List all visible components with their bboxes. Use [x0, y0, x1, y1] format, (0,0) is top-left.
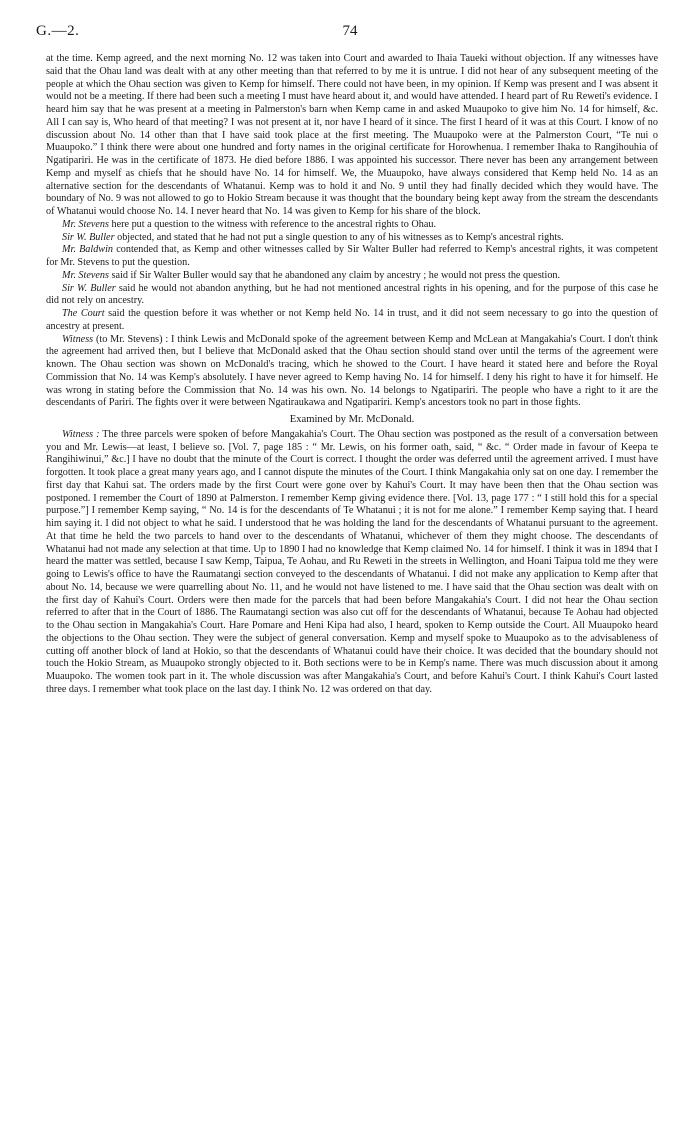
document-reference: G.—2. [36, 23, 80, 39]
page-number: 74 [342, 23, 358, 39]
paragraph-text: contended that, as Kemp and other witnesses called by Sir Walter Buller had referred to Kemp's ancestral rights, it was competent for Mr. Stevens to put the question. [46, 244, 658, 268]
paragraph [46, 334, 658, 411]
paragraph-text: said the question before it was whether or not Kemp held No. 14 in trust, and it did not seem necessary to go into the question of ancestry at present. [46, 308, 658, 332]
paragraph-text: (to Mr. Stevens) : I think Lewis and McDonald spoke of the agreement between Kemp and McLean at Mangakahia's Court. I don't think the agreement had arrived then, but I believe that McDonald asked that the Ohau section should stand over until the terms of the agreement were known. The Ohau section was shown on McDonald's tracing, which he showed to the Court. I have heard it stated here and before the Royal Commission that No. 14 was Kemp's absolutely. I have never agreed to Kemp having No. 14 for himself. I deny his right to have it for himself. He was wrong in stating before the Commission that No. 14 was his own. No. 14 belongs to Ngatipariri. The people who have a right to it are the descendants of Pariri. The fights over it were between Ngatiraukawa and Ngatipariri. Kemp's ancestors took no part in those fights. [46, 333, 658, 409]
speaker-name: Mr. Baldwin [62, 244, 114, 256]
paragraph [46, 53, 658, 219]
speaker-name: Sir W. Buller [62, 231, 115, 243]
paragraph [46, 429, 658, 697]
document-body [46, 53, 658, 697]
paragraph-text: said if Sir Walter Buller would say that he abandoned any claim by ancestry ; he would not press the question. [108, 269, 561, 281]
speaker-name: Witness : [62, 428, 100, 440]
speaker-name: Sir W. Buller [62, 282, 116, 294]
paragraph [46, 232, 658, 245]
speaker-name: Mr. Stevens [62, 269, 109, 281]
paragraph-text: objected, and stated that he had not put a single question to any of his witnesses as to Kemp's ancestral rights. [114, 231, 564, 243]
paragraph [46, 270, 658, 283]
paragraph [46, 219, 658, 232]
speaker-name: Witness [62, 333, 94, 345]
paragraph-text: said he would not abandon anything, but he had not mentioned ancestral rights in his opening, and for the purpose of this case he did not rely on ancestry. [46, 282, 659, 307]
paragraph [46, 283, 658, 309]
paragraph [46, 244, 658, 270]
speaker-name: The Court [62, 308, 105, 319]
paragraph-text: at the time. Kemp agreed, and the next morning No. 12 was taken into Court and awarded to Ihaia Taueki without objection. If any witnesses have said that the Ohau land was dealt with at any other meeting than that referred to by me it is untrue. I did not hear of any subsequent meeting of the people at which the Ohau section was given to Kemp for himself. There could not have been, in my opinion. If Kemp was present and I was absent it would not be a meeting. If there had been such a meeting I must have heard about it, and would have attended. I heard part of Ru Reweti's evidence. I heard him say that he was present at a meeting in Palmerston's barn when Kemp came in and asked Muaupoko to give him No. 14 for himself, &c. All I can say is, Who heard of that meeting? I was not present at it, nor have I heard of it since. The first I heard of it was at this Court. I know of no discussion about No. 14 other than that I have said took place at the first meeting. The Muaupoko were at the Palmerston Court, “Te nui o Muaupoko.” I think there were about one hundred and forty names in the original certificate for Horowhenua. I remember Ihaka to Rangihouhia of Ngatipariri. He was in the certificate of 1873. He died before 1886. I was appointed his successor. There never has been any arrangement between Kemp and myself as chiefs that he should have No. 14 for himself. We, the Muaupoko, have always considered that Kemp held No. 14 as an alternative section for the descendants of Whatanui. Kemp was to hold it and No. 9 until they had finally decided which they would have. The boundary of No. 9 was not allowed to go to Hokio Stream because it was thought that the boundary being kept away from the stream the descendants of Whatanui would choose No. 14. I never heard that No. 14 was given to Kemp for his share of the block. [46, 53, 658, 217]
paragraph-text: The three parcels were spoken of before Mangakahia's Court. The Ohau section was postponed as the result of a conversation between you and Mr. Lewis—at least, I believe so. [Vol. 7, page 185 : “ Mr. Lewis, on his former oath, said, “ &c. “ Order made in favour of Keepa te Rangihiwinui,” &c.] I have no doubt that the minute of the Court is correct. I thought the order was deferred until the agreement arrived. I must have forgotten. It took place a great many years ago, and I cannot dispute the minutes of the Court. I think Mangakahia only sat on one day. I remember the first day that Kahui sat. The orders made by the first Court were gone over by Kahui's Court. It may have been then that the Ohau section was postponed. I remember the Court of 1890 at Palmerston. I remember Kemp giving evidence there. [Vol. 13, page 177 : “ I still hold this for a special purpose.”] I remember Kemp saying, “ No. 14 is for the descendants of Te Whatanui ; it is not for me alone.” I remember Kemp saying that. I heard him saying it. I did not object to what he said. I understood that he was holding the land for the descendants of Whatanui pursuant to the agreement. At that time he held the two parcels to hand over to the descendants of Whatanui, whichever of them they might choose. The descendants of Whatanui had not made any selection at that time. Up to 1890 I had no knowledge that Kemp claimed No. 14 for himself. I think it was in 1894 that I heard the matter was settled, because I saw Kemp, Taipua, Te Aohau, and Ru Reweti in the streets in Wellington, and Hoani Taipua told me they were going to Lewis's office to have the Raumatangi section conveyed to the descendants of Whatanui. I did not make any application to Kemp after that about No. 14, because we were quarrelling about No. 11, and he would not have listened to me. I have said that the Ohau section was dealt with on the first day of Kahui's Court. Orders were then made for the parcels that had been before Mangakahia's Court. I did not hear the Ohau section referred to after that in the Court of 1886. The Raumatangi section was also cut off for the descendants of Whatanui, because Te Aohau had objected to the Ohau section in Mangakahia's Court. Hare Pomare and Heni Kipa had also, I heard, spoken to Kemp outside the Court. All Muaupoko heard the objections to the Ohau section. They were the subject of general conversation. Kemp and myself spoke to Muaupoko as to the advisableness of cutting off another block of land at Hokio, so that the descendants of Whatanui could have their choice. It was decided that the boundary should not touch the Hokio Stream, as Muaupoko strongly objected to it. Both sections were to be in Kemp's name. There was much discussion about it among Muaupoko. The women took part in it. The whole discussion was after Mangakahia's Court, and before Kahui's Court. I think Kahui's Court lasted three days. I remember what took place on the last day. I think No. 12 was ordered on that day. [46, 428, 658, 695]
section-heading: Examined by Mr. McDonald. [289, 414, 415, 425]
paragraph [46, 308, 658, 334]
speaker-name: Mr. Stevens [62, 218, 109, 230]
paragraph-text: here put a question to the witness with reference to the ancestral rights to Ohau. [108, 218, 436, 230]
